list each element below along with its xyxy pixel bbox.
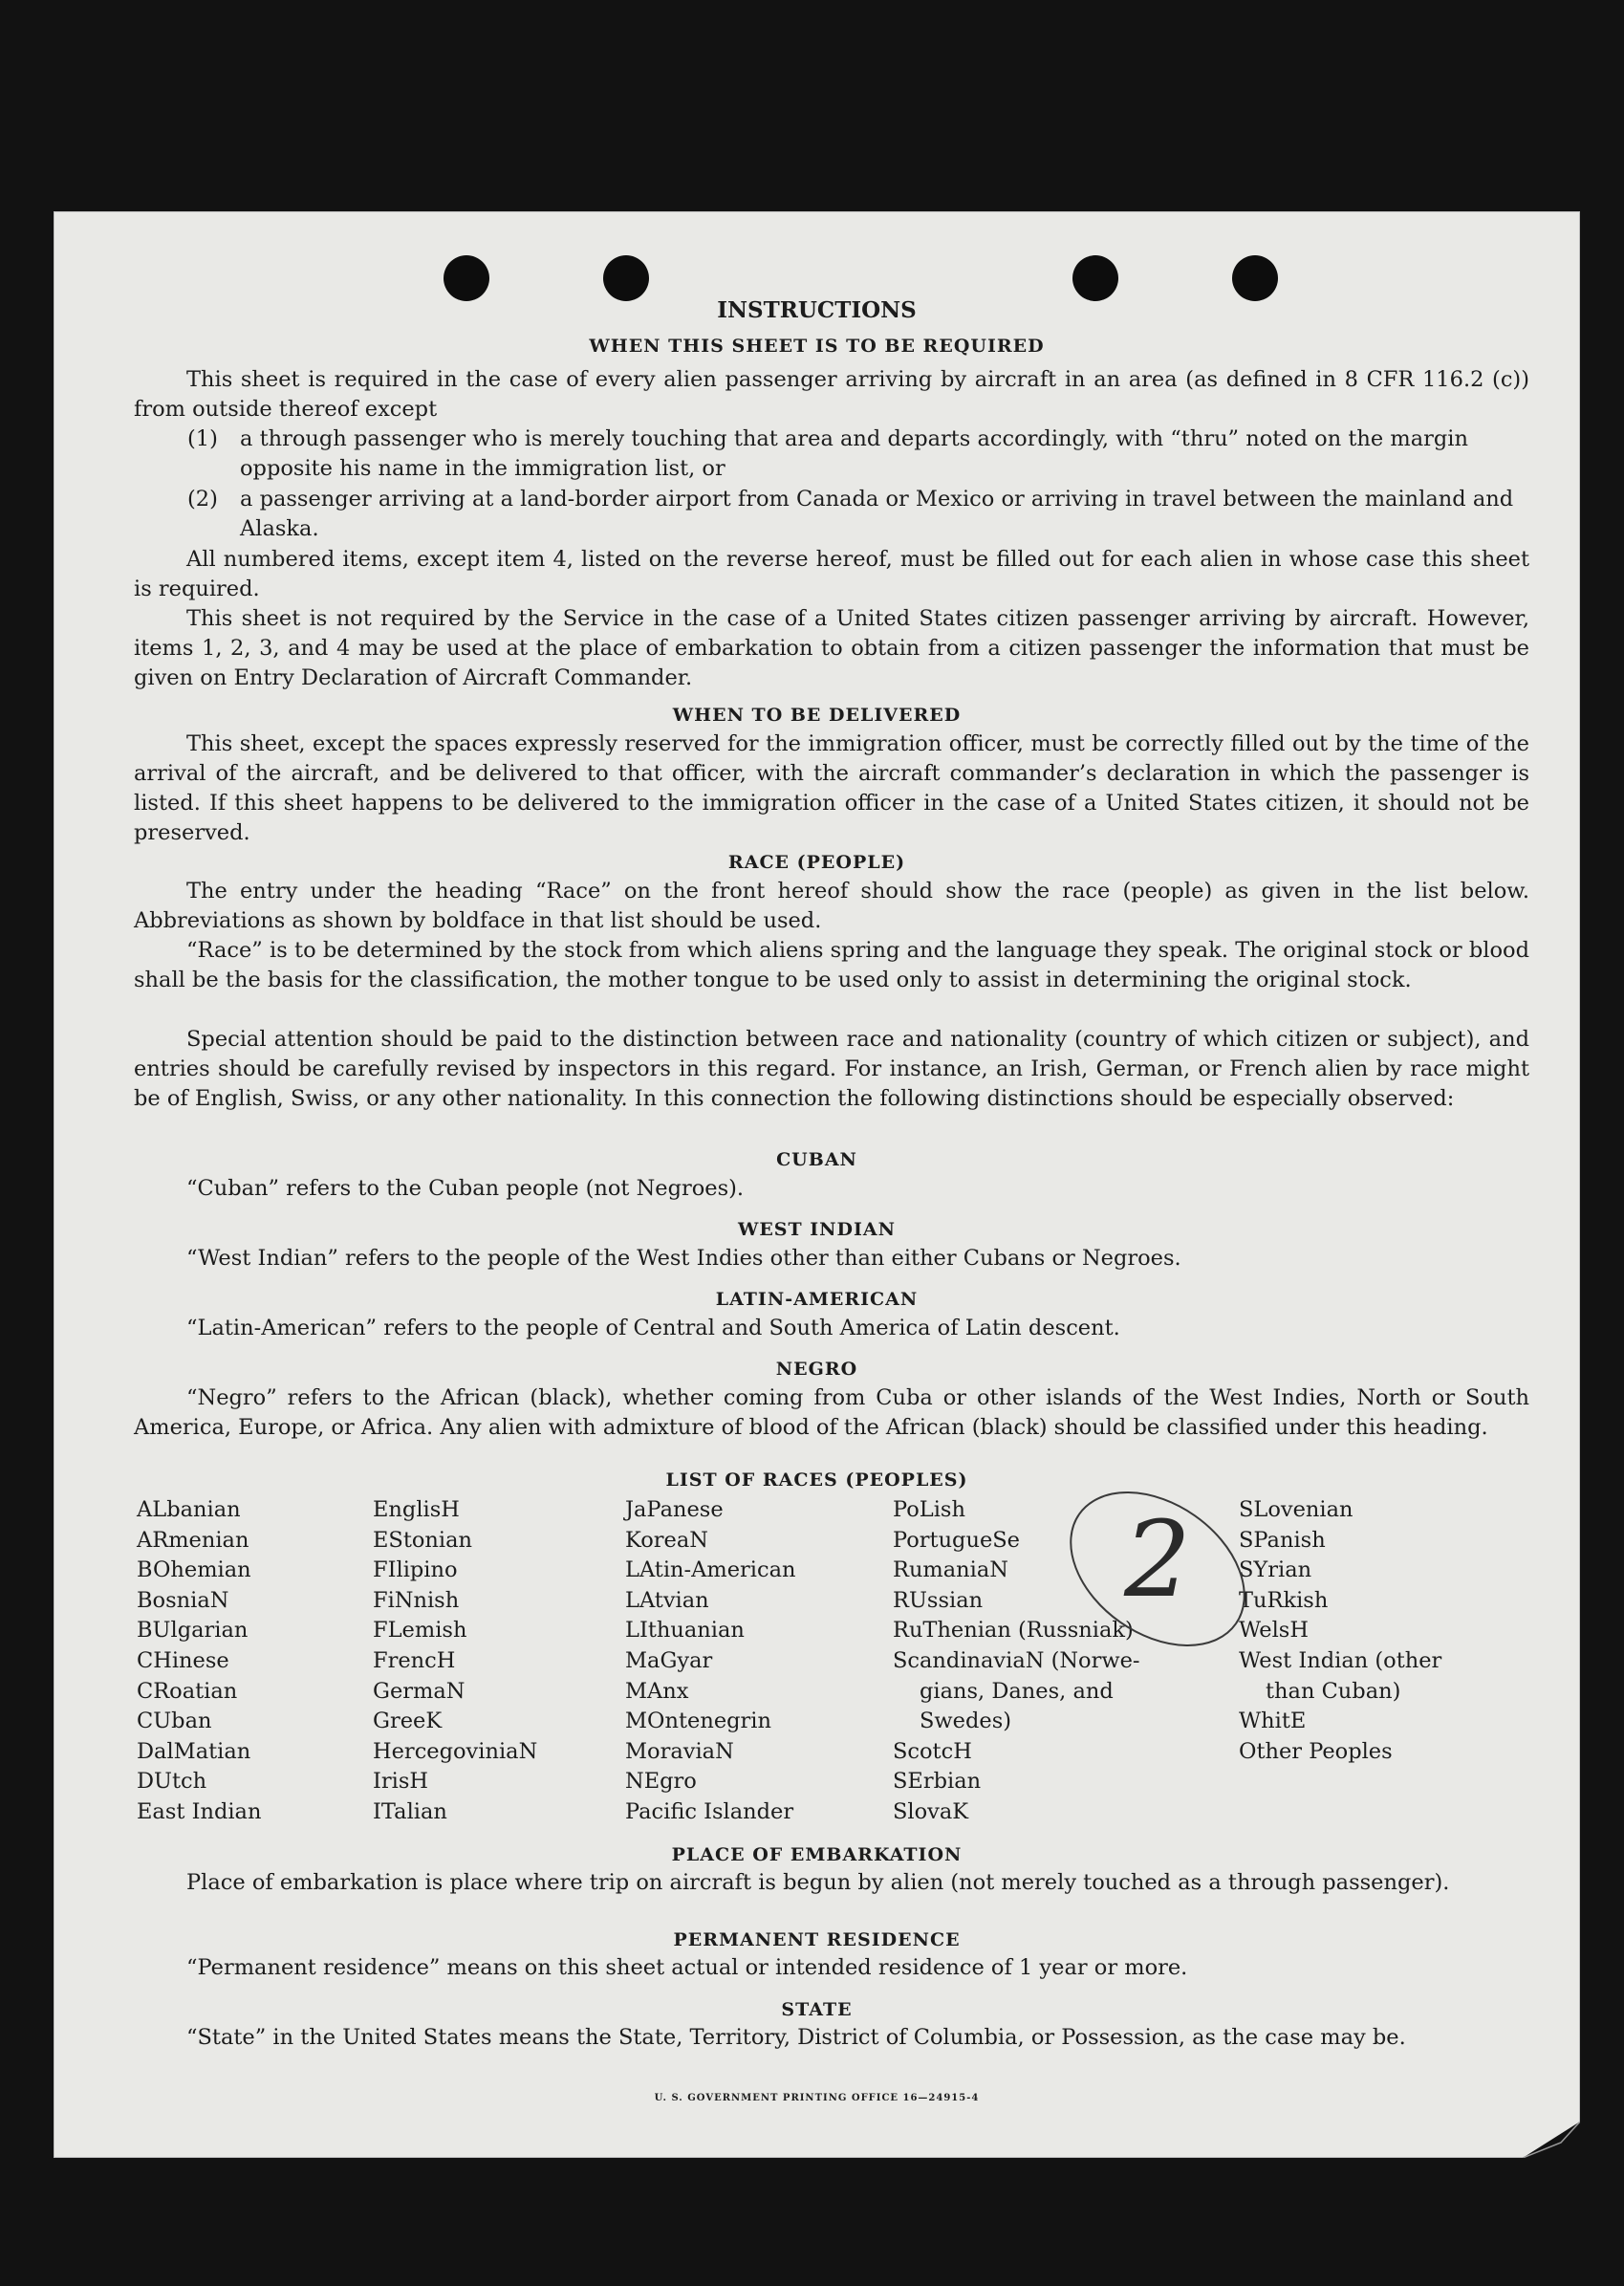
- heading-cuban: CUBAN: [776, 1149, 857, 1170]
- race-item: MOntenegrin: [625, 1709, 771, 1734]
- exception-text: a passenger arriving at a land-border airport from Canada or Mexico or arriving in travel between the mainland and Alaska.: [240, 487, 1514, 541]
- heading-when-delivered: WHEN TO BE DELIVERED: [672, 705, 962, 726]
- race-item: CRoatian: [137, 1678, 238, 1704]
- race-item: ITalian: [373, 1798, 447, 1824]
- races-column: [137, 1495, 261, 1828]
- exception-number: (1): [187, 426, 218, 451]
- race-item: ALbanian: [137, 1497, 241, 1522]
- race-item: FrencH: [373, 1647, 456, 1673]
- exception-item: [187, 425, 1529, 484]
- race-item: gians, Danes, and: [920, 1678, 1114, 1704]
- race-item: EStonian: [373, 1527, 473, 1553]
- heading-negro: NEGRO: [775, 1359, 858, 1380]
- paragraph-latin-american: “Latin-American” refers to the people of Central and South America of Latin descent.: [186, 1316, 1120, 1340]
- race-item: SlovaK: [893, 1798, 969, 1824]
- heading-list-of-races: LIST OF RACES (PEOPLES): [665, 1470, 968, 1491]
- race-item: DUtch: [137, 1769, 207, 1795]
- page-corner-fold: [1523, 2122, 1580, 2158]
- race-item: West Indian (other: [1239, 1647, 1442, 1673]
- race-item: FLemish: [373, 1618, 467, 1644]
- race-item: MaGyar: [625, 1647, 713, 1673]
- race-item: LAtvian: [625, 1587, 709, 1613]
- race-item: RUssian: [893, 1587, 984, 1613]
- race-item: Pacific Islander: [625, 1798, 794, 1824]
- race-item: MAnx: [625, 1678, 689, 1704]
- exception-text: a through passenger who is merely touching that area and departs accordingly, with “thru” noted on the margin opposite his name in the immigration list, or: [240, 426, 1468, 481]
- paragraph-state: “State” in the United States means the State, Territory, District of Columbia, or Possession, as the case may be.: [186, 2025, 1406, 2050]
- race-item: NEgro: [625, 1769, 697, 1795]
- race-item: Other Peoples: [1239, 1738, 1393, 1764]
- race-item: PortugueSe: [893, 1527, 1021, 1553]
- race-item: BosniaN: [137, 1587, 229, 1613]
- punch-hole: [444, 255, 489, 301]
- race-item: RumaniaN: [893, 1557, 1008, 1583]
- race-item: LAtin-American: [625, 1557, 796, 1583]
- race-item: FIlipino: [373, 1557, 458, 1583]
- race-item: SErbian: [893, 1769, 982, 1795]
- heading-permanent-residence: PERMANENT RESIDENCE: [673, 1929, 961, 1950]
- races-column: [625, 1495, 795, 1828]
- heading-state: STATE: [781, 1999, 853, 2020]
- race-item: GermaN: [373, 1678, 466, 1704]
- punch-hole: [603, 255, 649, 301]
- punch-hole: [1072, 255, 1118, 301]
- race-item: KoreaN: [625, 1527, 708, 1553]
- race-item: JaPanese: [625, 1497, 724, 1522]
- race-item: SLovenian: [1239, 1497, 1353, 1522]
- race-item: SYrian: [1239, 1557, 1312, 1583]
- paragraph-cuban: “Cuban” refers to the Cuban people (not Negroes).: [186, 1176, 745, 1201]
- instruction-sheet: [54, 211, 1580, 2158]
- heading-embarkation: PLACE OF EMBARKATION: [671, 1844, 963, 1865]
- paragraph-race-1: The entry under the heading “Race” on the front hereof should show the race (people) as given in the list below. Abbreviations as shown by boldface in that list should be used.: [134, 879, 1529, 933]
- heading-west-indian: WEST INDIAN: [737, 1219, 897, 1240]
- paragraph-west-indian: “West Indian” refers to the people of the West Indies other than either Cubans or Negroes.: [186, 1246, 1181, 1271]
- paragraph-citizen: This sheet is not required by the Service in the case of a United States citizen passenger arriving by aircraft. However, items 1, 2, 3, and 4 may be used at the place of embarkation to obtain from a citizen passenger the information that must be given on Entry Declaration of Aircraft Commander.: [134, 606, 1529, 690]
- race-item: PoLish: [893, 1497, 965, 1522]
- race-item: SPanish: [1239, 1527, 1326, 1553]
- race-item: LIthuanian: [625, 1618, 745, 1644]
- race-item: CHinese: [137, 1647, 229, 1673]
- race-item: BUlgarian: [137, 1618, 249, 1644]
- race-item: Swedes): [920, 1709, 1012, 1734]
- paragraph-delivered: This sheet, except the spaces expressly reserved for the immigration officer, must be correctly filled out by the time of the arrival of the aircraft, and be delivered to that officer, with the aircraft commander’s declaration in which the passenger is listed. If this sheet happens to be delivered to the immigration officer in the case of a United States citizen, it should not be preserved.: [134, 731, 1529, 845]
- exception-number: (2): [187, 487, 218, 512]
- race-item: FiNnish: [373, 1587, 460, 1613]
- exception-item: [187, 485, 1529, 544]
- printer-imprint: U. S. GOVERNMENT PRINTING OFFICE 16—24915-4: [654, 2093, 980, 2103]
- race-item: ScandinaviaN (Norwe-: [893, 1647, 1140, 1673]
- heading-when-required: WHEN THIS SHEET IS TO BE REQUIRED: [589, 336, 1045, 357]
- race-item: RuThenian (Russniak): [893, 1618, 1134, 1644]
- paragraph-numbered-items: All numbered items, except item 4, listed on the reverse hereof, must be filled out for each alien in whose case this sheet is required.: [134, 547, 1529, 601]
- paragraph-negro: “Negro” refers to the African (black), whether coming from Cuba or other islands of the West Indies, North or South America, Europe, or Africa. Any alien with admixture of blood of the African (black) should be classified under this heading.: [134, 1385, 1529, 1440]
- heading-latin-american: LATIN-AMERICAN: [715, 1289, 919, 1310]
- race-item: HercegoviniaN: [373, 1738, 538, 1764]
- paragraph-permanent-residence: “Permanent residence” means on this sheet actual or intended residence of 1 year or more.: [186, 1955, 1188, 1980]
- race-item: ARmenian: [137, 1527, 249, 1553]
- race-item: East Indian: [137, 1798, 262, 1824]
- handwritten-stamp-mark: [1048, 1473, 1277, 1655]
- paragraph-race-2: “Race” is to be determined by the stock from which aliens spring and the language they speak. The original stock or blood shall be the basis for the classification, the mother tongue to be used only to assist in determining the original stock.: [134, 938, 1529, 992]
- heading-race: RACE (PEOPLE): [727, 852, 906, 873]
- punch-hole: [1232, 255, 1278, 301]
- paragraph-race-3: Special attention should be paid to the distinction between race and nationality (country of which citizen or subject), and entries should be carefully revised by inspectors in this regard. For instance, an Irish, German, or French alien by race might be of English, Swiss, or any other nationality. In this connection the following distinctions should be especially observed:: [134, 1027, 1529, 1111]
- races-column: [373, 1495, 537, 1828]
- race-item: MoraviaN: [625, 1738, 734, 1764]
- race-item: than Cuban): [1266, 1678, 1401, 1704]
- race-item: DalMatian: [137, 1738, 251, 1764]
- race-item: ScotcH: [893, 1738, 972, 1764]
- race-item: BOhemian: [137, 1557, 251, 1583]
- race-item: GreeK: [373, 1709, 443, 1734]
- race-item: TuRkish: [1239, 1587, 1329, 1613]
- stamp-mark-text: 2: [1124, 1498, 1191, 1621]
- race-item: IrisH: [373, 1769, 429, 1795]
- race-item: WelsH: [1239, 1618, 1309, 1644]
- paragraph-embarkation: Place of embarkation is place where trip on aircraft is begun by alien (not merely touched as a through passenger).: [186, 1870, 1450, 1895]
- race-item: EnglisH: [373, 1497, 460, 1522]
- page-title: INSTRUCTIONS: [717, 297, 917, 323]
- race-item: CUban: [137, 1709, 212, 1734]
- paragraph-required-intro: This sheet is required in the case of every alien passenger arriving by aircraft in an area (as defined in 8 CFR 116.2 (c)) from outside thereof except: [134, 367, 1529, 422]
- race-item: WhitE: [1239, 1709, 1307, 1734]
